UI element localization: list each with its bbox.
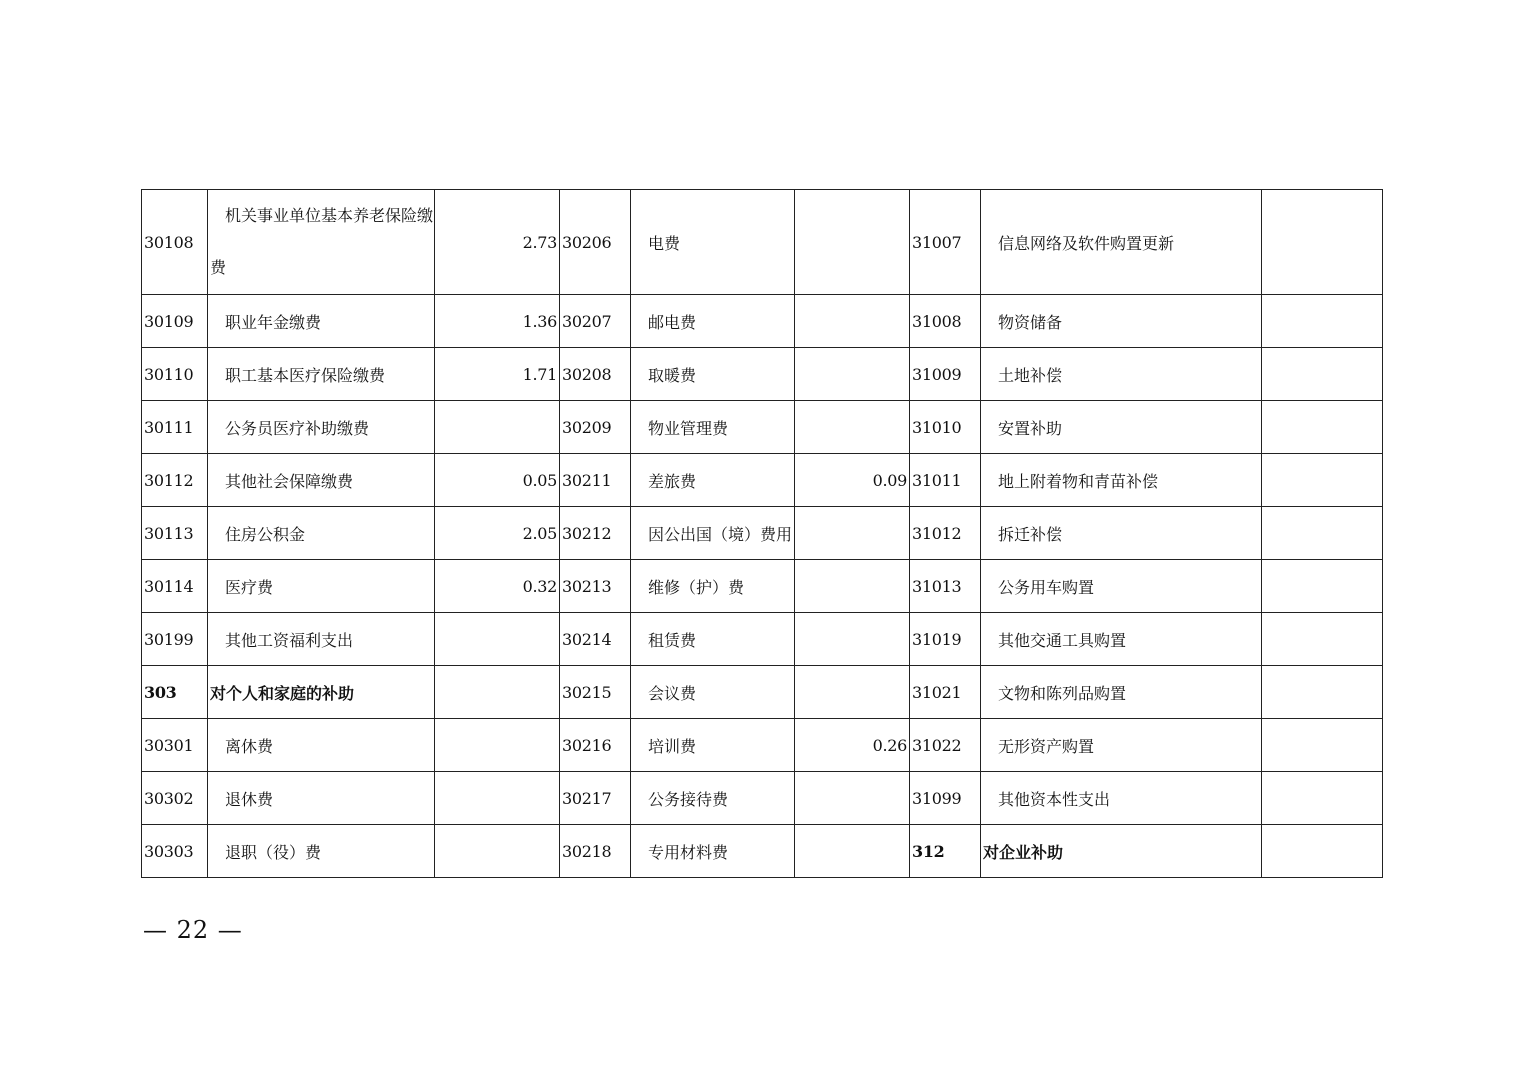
code-cell: 30110	[142, 348, 208, 401]
table-row	[142, 507, 1383, 560]
amount-cell	[1262, 560, 1383, 613]
code-cell: 30114	[142, 560, 208, 613]
code-cell: 31008	[910, 295, 981, 348]
code-cell: 30217	[560, 772, 631, 825]
amount-cell: 2.73	[435, 190, 560, 295]
code-cell: 30218	[560, 825, 631, 878]
amount-cell	[795, 507, 910, 560]
name-cell	[208, 190, 435, 295]
amount-cell	[1262, 613, 1383, 666]
code-cell: 30112	[142, 454, 208, 507]
amount-cell	[1262, 825, 1383, 878]
name-cell: 职业年金缴费	[208, 295, 435, 348]
code-cell: 31099	[910, 772, 981, 825]
name-cell: 邮电费	[631, 295, 795, 348]
name-cell: 物业管理费	[631, 401, 795, 454]
amount-cell	[1262, 348, 1383, 401]
amount-cell: 0.32	[435, 560, 560, 613]
amount-cell	[1262, 295, 1383, 348]
code-cell: 30207	[560, 295, 631, 348]
amount-cell	[1262, 666, 1383, 719]
amount-cell	[795, 666, 910, 719]
amount-cell	[795, 560, 910, 613]
code-cell: 30208	[560, 348, 631, 401]
table-body	[142, 190, 1383, 878]
amount-cell	[1262, 719, 1383, 772]
name-cell: 职工基本医疗保险缴费	[208, 348, 435, 401]
name-cell: 地上附着物和青苗补偿	[981, 454, 1262, 507]
table-row	[142, 401, 1383, 454]
table-row	[142, 560, 1383, 613]
name-cell: 拆迁补偿	[981, 507, 1262, 560]
amount-cell: 0.26	[795, 719, 910, 772]
name-cell: 公务接待费	[631, 772, 795, 825]
table-row	[142, 613, 1383, 666]
code-cell: 30212	[560, 507, 631, 560]
name-cell: 土地补偿	[981, 348, 1262, 401]
name-cell: 因公出国（境）费用	[631, 507, 795, 560]
amount-cell: 0.05	[435, 454, 560, 507]
code-cell: 31022	[910, 719, 981, 772]
amount-cell: 1.36	[435, 295, 560, 348]
code-cell: 30302	[142, 772, 208, 825]
table-row	[142, 295, 1383, 348]
amount-cell	[1262, 401, 1383, 454]
code-cell: 31011	[910, 454, 981, 507]
code-cell: 30303	[142, 825, 208, 878]
code-cell: 30211	[560, 454, 631, 507]
name-cell: 物资储备	[981, 295, 1262, 348]
name-cell: 其他交通工具购置	[981, 613, 1262, 666]
name-cell: 文物和陈列品购置	[981, 666, 1262, 719]
name-cell: 公务用车购置	[981, 560, 1262, 613]
amount-cell	[435, 613, 560, 666]
amount-cell	[435, 825, 560, 878]
amount-cell	[435, 666, 560, 719]
name-cell: 电费	[631, 190, 795, 295]
amount-cell: 1.71	[435, 348, 560, 401]
code-cell: 312	[910, 825, 981, 878]
name-cell: 取暖费	[631, 348, 795, 401]
name-cell: 退休费	[208, 772, 435, 825]
name-cell: 专用材料费	[631, 825, 795, 878]
table-row	[142, 190, 1383, 295]
name-cell: 其他资本性支出	[981, 772, 1262, 825]
amount-cell	[1262, 454, 1383, 507]
name-cell: 维修（护）费	[631, 560, 795, 613]
code-cell: 30109	[142, 295, 208, 348]
table-row	[142, 772, 1383, 825]
name-cell: 培训费	[631, 719, 795, 772]
amount-cell	[795, 295, 910, 348]
code-cell: 30108	[142, 190, 208, 295]
amount-cell	[795, 825, 910, 878]
name-cell: 租赁费	[631, 613, 795, 666]
name-cell: 会议费	[631, 666, 795, 719]
code-cell: 30301	[142, 719, 208, 772]
name-cell: 差旅费	[631, 454, 795, 507]
budget-table	[141, 189, 1383, 878]
name-cell: 公务员医疗补助缴费	[208, 401, 435, 454]
code-cell: 31021	[910, 666, 981, 719]
code-cell: 30209	[560, 401, 631, 454]
amount-cell	[1262, 772, 1383, 825]
name-cell: 安置补助	[981, 401, 1262, 454]
name-cell: 其他工资福利支出	[208, 613, 435, 666]
code-cell: 30214	[560, 613, 631, 666]
amount-cell: 2.05	[435, 507, 560, 560]
page-number: — 22 —	[143, 916, 243, 944]
name-cell: 信息网络及软件购置更新	[981, 190, 1262, 295]
name-cell: 医疗费	[208, 560, 435, 613]
code-cell: 31012	[910, 507, 981, 560]
name-cell: 退职（役）费	[208, 825, 435, 878]
amount-cell	[795, 401, 910, 454]
name-cell: 离休费	[208, 719, 435, 772]
code-cell: 30216	[560, 719, 631, 772]
name-cell: 无形资产购置	[981, 719, 1262, 772]
amount-cell	[795, 772, 910, 825]
table-row	[142, 825, 1383, 878]
amount-cell	[435, 719, 560, 772]
amount-cell	[795, 348, 910, 401]
code-cell: 31007	[910, 190, 981, 295]
amount-cell	[1262, 507, 1383, 560]
code-cell: 31009	[910, 348, 981, 401]
code-cell: 31010	[910, 401, 981, 454]
name-cell: 对企业补助	[981, 825, 1262, 878]
code-cell: 30199	[142, 613, 208, 666]
name-cell: 对个人和家庭的补助	[208, 666, 435, 719]
amount-cell: 0.09	[795, 454, 910, 507]
code-cell: 30113	[142, 507, 208, 560]
table-row	[142, 454, 1383, 507]
code-cell: 31013	[910, 560, 981, 613]
code-cell: 30206	[560, 190, 631, 295]
table-row	[142, 666, 1383, 719]
wrapped-label: 机关事业单位基本养老保险缴费	[210, 206, 434, 277]
amount-cell	[435, 401, 560, 454]
amount-cell	[795, 613, 910, 666]
code-cell: 30213	[560, 560, 631, 613]
name-cell: 住房公积金	[208, 507, 435, 560]
code-cell: 31019	[910, 613, 981, 666]
name-cell: 其他社会保障缴费	[208, 454, 435, 507]
code-cell: 30215	[560, 666, 631, 719]
code-cell: 303	[142, 666, 208, 719]
amount-cell	[795, 190, 910, 295]
code-cell: 30111	[142, 401, 208, 454]
table-row	[142, 719, 1383, 772]
table-row	[142, 348, 1383, 401]
amount-cell	[435, 772, 560, 825]
amount-cell	[1262, 190, 1383, 295]
